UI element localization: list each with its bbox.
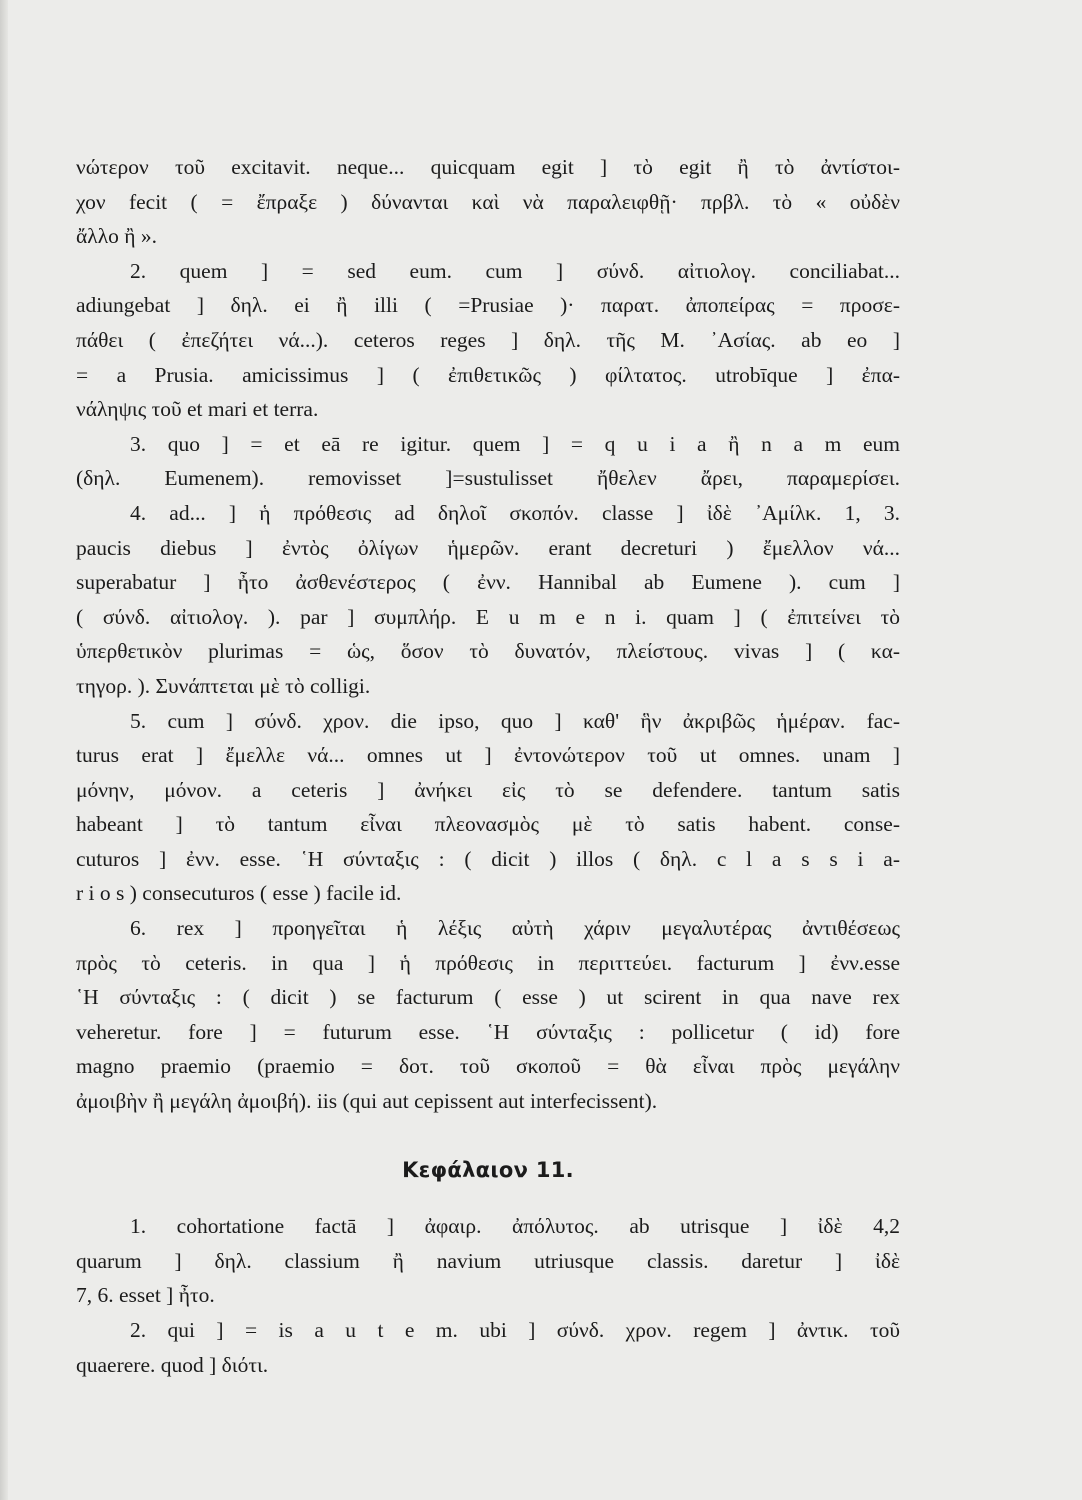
text-line: ὑπερθετικὸν plurimas = ὡς, ὅσον τὸ δυνατόν, πλείστους. vivas ] ( κα- bbox=[76, 639, 900, 664]
commentary-part-2 bbox=[76, 1209, 900, 1382]
text-line: magno praemio (praemio = δοτ. τοῦ σκοποῦ = θὰ εἶναι πρὸς μεγάλην bbox=[76, 1054, 900, 1079]
text-line: τηγορ. ). Συνάπτεται μὲ τὸ colligi. bbox=[76, 673, 371, 698]
text-line: quaerere. quod ] διότι. bbox=[76, 1352, 269, 1377]
text-line: 7, 6. esset ] ἦτο. bbox=[76, 1283, 215, 1308]
text-line: 6. rex ] προηγεῖται ἡ λέξις αὐτὴ χάριν μεγαλυτέρας ἀντιθέσεως bbox=[130, 916, 900, 941]
text-line: habeant ] τὸ tantum εἶναι πλεονασμὸς μὲ τὸ satis habent. conse- bbox=[76, 812, 900, 837]
commentary-part-1 bbox=[76, 150, 900, 1119]
text-line: r i o s ) consecuturos ( esse ) facile id. bbox=[76, 881, 402, 906]
text-line: ( σύνδ. αἰτιολογ. ). par ] συμπλήρ. E u m e n i. quam ] ( ἐπιτείνει τὸ bbox=[76, 604, 900, 629]
text-line: = a Prusia. amicissimus ] ( ἐπιθετικῶς ) φίλτατος. utrobīque ] ἐπα- bbox=[76, 362, 900, 387]
text-line: quarum ] δηλ. classium ἢ navium utriusque classis. daretur ] ἰδὲ bbox=[76, 1248, 900, 1273]
text-line: 2. qui ] = is a u t e m. ubi ] σύνδ. χρον. regem ] ἀντικ. τοῦ bbox=[130, 1318, 900, 1342]
chapter-heading: Κεφάλαιον 11. bbox=[402, 1157, 574, 1182]
text-line: paucis diebus ] ἐντὸς ὀλίγων ἡμερῶν. erant decreturi ) ἔμελλον νά... bbox=[76, 535, 900, 560]
text-line: 3. quo ] = et eā re igitur. quem ] = q u i a ἢ n a m eum bbox=[130, 431, 900, 456]
commentary-text bbox=[76, 150, 900, 1382]
text-line: 5. cum ] σύνδ. χρον. die ipso, quo ] καθ' ἣν ἀκριβῶς ἡμέραν. fac- bbox=[130, 708, 900, 733]
text-line: (δηλ. Eumenem). removisset ]=sustulisset ἤθελεν ἄρει, παραμερίσει. bbox=[76, 466, 900, 491]
text-line: χον fecit ( = ἔπραξε ) δύνανται καὶ νὰ παραλειφθῇ· πρβλ. τὸ « οὐδὲν bbox=[76, 189, 900, 214]
text-line: πρὸς τὸ ceteris. in qua ] ἡ πρόθεσις in περιττεύει. facturum ] ἐνν.esse bbox=[76, 950, 900, 975]
text-line: superabatur ] ἦτο ἀσθενέστερος ( ἐνν. Hannibal ab Eumene ). cum ] bbox=[76, 570, 900, 595]
page-edge bbox=[0, 0, 8, 1500]
text-line: ἄλλο ἢ ». bbox=[76, 224, 157, 249]
text-line: νώτερον τοῦ excitavit. neque... quicquam egit ] τὸ egit ἢ τὸ ἀντίστοι- bbox=[76, 155, 900, 179]
text-line: πάθει ( ἐπεζήτει νά...). ceteros reges ] δηλ. τῆς Μ. ᾿Ασίας. ab eo ] bbox=[76, 327, 900, 352]
text-line: νάληψις τοῦ et mari et terra. bbox=[76, 397, 319, 422]
text-line: 1. cohortatione factā ] ἀφαιρ. ἀπόλυτος. ab utrisque ] ἰδὲ 4,2 bbox=[130, 1214, 900, 1239]
text-line: ῾Η σύνταξις : ( dicit ) se facturum ( esse ) ut scirent in qua nave rex bbox=[76, 985, 900, 1010]
text-line: adiungebat ] δηλ. ei ἢ illi ( =Prusiae )· παρατ. ἀποπείρας = προσε- bbox=[76, 293, 900, 318]
text-line: turus erat ] ἔμελλε νά... omnes ut ] ἐντονώτερον τοῦ ut omnes. unam ] bbox=[76, 743, 900, 768]
text-line: cuturos ] ἐνν. esse. ῾Η σύνταξις : ( dicit ) illos ( δηλ. c l a s s i a- bbox=[76, 846, 900, 871]
text-line: μόνην, μόνον. a ceteris ] ἀνήκει εἰς τὸ se defendere. tantum satis bbox=[76, 777, 900, 802]
text-line: 2. quem ] = sed eum. cum ] σύνδ. αἰτιολογ. conciliabat... bbox=[130, 258, 900, 283]
text-line: veheretur. fore ] = futurum esse. ῾Η σύνταξις : pollicetur ( id) fore bbox=[76, 1019, 900, 1044]
text-line: 4. ad... ] ἡ πρόθεσις ad δηλοῖ σκοπόν. classe ] ἰδὲ ᾿Αμίλκ. 1, 3. bbox=[130, 500, 900, 525]
text-line: ἀμοιβὴν ἢ μεγάλη ἀμοιβή). iis (qui aut cepissent aut interfecissent). bbox=[76, 1089, 658, 1114]
